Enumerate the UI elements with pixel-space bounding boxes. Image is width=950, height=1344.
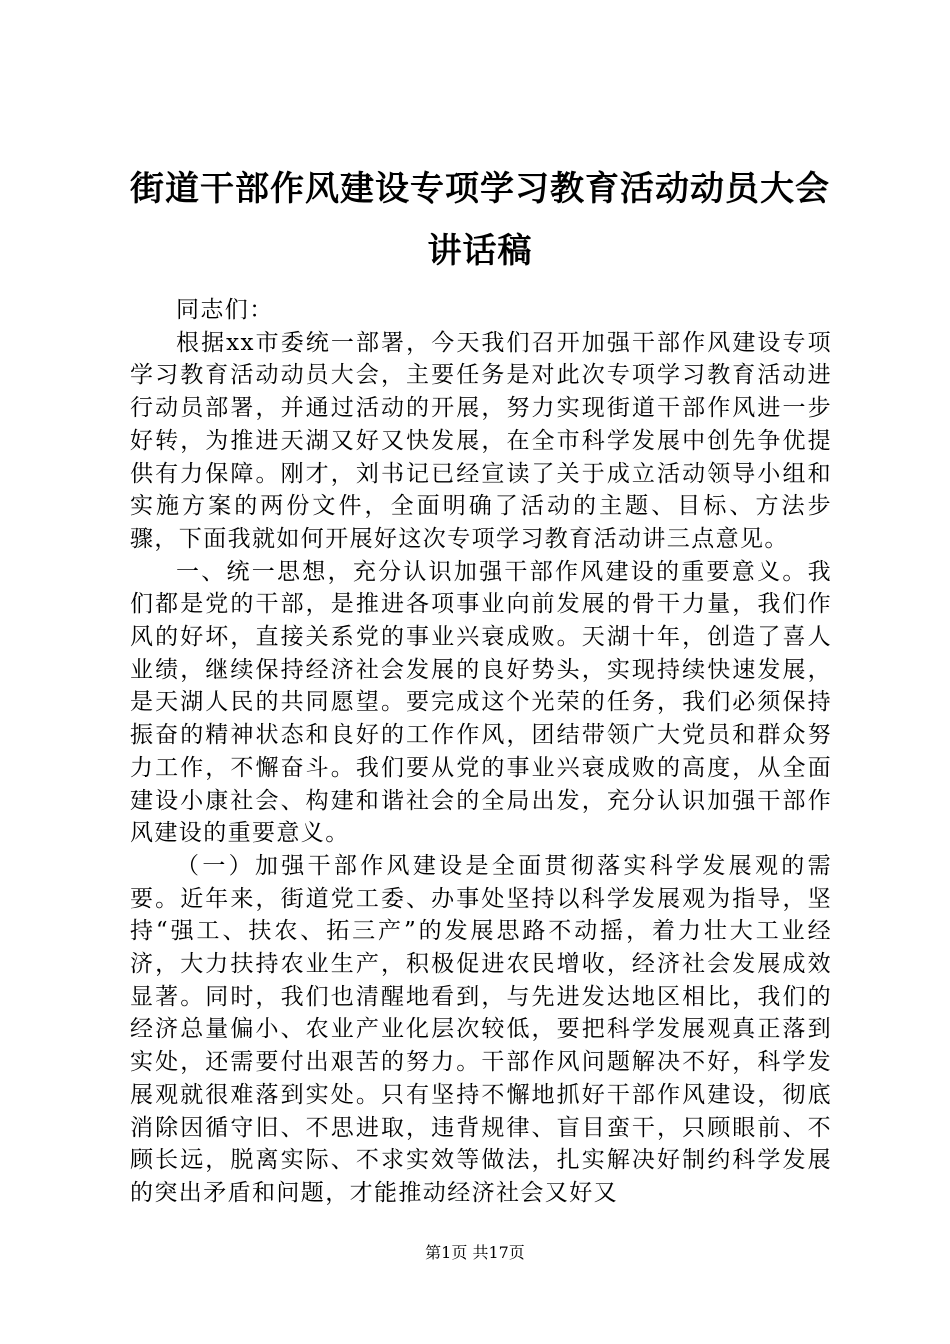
document-title bbox=[110, 158, 850, 282]
paragraph-2: 一、统一思想，充分认识加强干部作风建设的重要意义。我们都是党的干部，是推进各项事业向前发展的骨干力量，我们作风的好坏，直接关系党的事业兴衰成败。天湖十年，创造了喜人业绩，继续保持经济社会发展的良好势头，实现持续快速发展，是天湖人民的共同愿望。要完成这个光荣的任务，我们必须保持振奋的精神状态和良好的工作作风，团结带领广大党员和群众努力工作，不懈奋斗。我们要从党的事业兴衰成败的高度，从全面建设小康社会、构建和谐社会的全局出发，充分认识加强干部作风建设的重要意义。 bbox=[130, 558, 832, 847]
paragraph-3: （一）加强干部作风建设是全面贯彻落实科学发展观的需要。近年来，街道党工委、办事处坚持以科学发展观为指导，坚持“强工、扶农、拓三产”的发展思路不动摇，着力壮大工业经济，大力扶持农业生产，积极促进农民增收，经济社会发展成效显著。同时，我们也清醒地看到，与先进发达地区相比，我们的经济总量偏小、农业产业化层次较低，要把科学发展观真正落到实处，还需要付出艰苦的努力。干部作风问题解决不好，科学发展观就很难落到实处。只有坚持不懈地抓好干部作风建设，彻底消除因循守旧、不思进取，违背规律、盲目蛮干，只顾眼前、不顾长远，脱离实际、不求实效等做法，扎实解决好制约科学发展的突出矛盾和问题，才能推动经济社会又好又 bbox=[130, 852, 832, 1206]
document-body bbox=[130, 294, 832, 1210]
title-line-1: 街道干部作风建设专项学习教育活动动员大会 bbox=[130, 169, 830, 209]
salutation: 同志们： bbox=[176, 297, 274, 323]
title-line-2: 讲话稿 bbox=[427, 231, 533, 271]
paragraph-1: 根据xx市委统一部署，今天我们召开加强干部作风建设专项学习教育活动动员大会，主要任务是对此次专项学习教育活动进行动员部署，并通过活动的开展，努力实现街道干部作风进一步好转，为推进天湖又好又快发展，在全市科学发展中创先争优提供有力保障。刚才，刘书记已经宣读了关于成立活动领导小组和实施方案的两份文件，全面明确了活动的主题、目标、方法步骤，下面我就如何开展好这次专项学习教育活动讲三点意见。 bbox=[130, 329, 832, 552]
page-footer: 第1页 共17页 bbox=[425, 1243, 525, 1262]
